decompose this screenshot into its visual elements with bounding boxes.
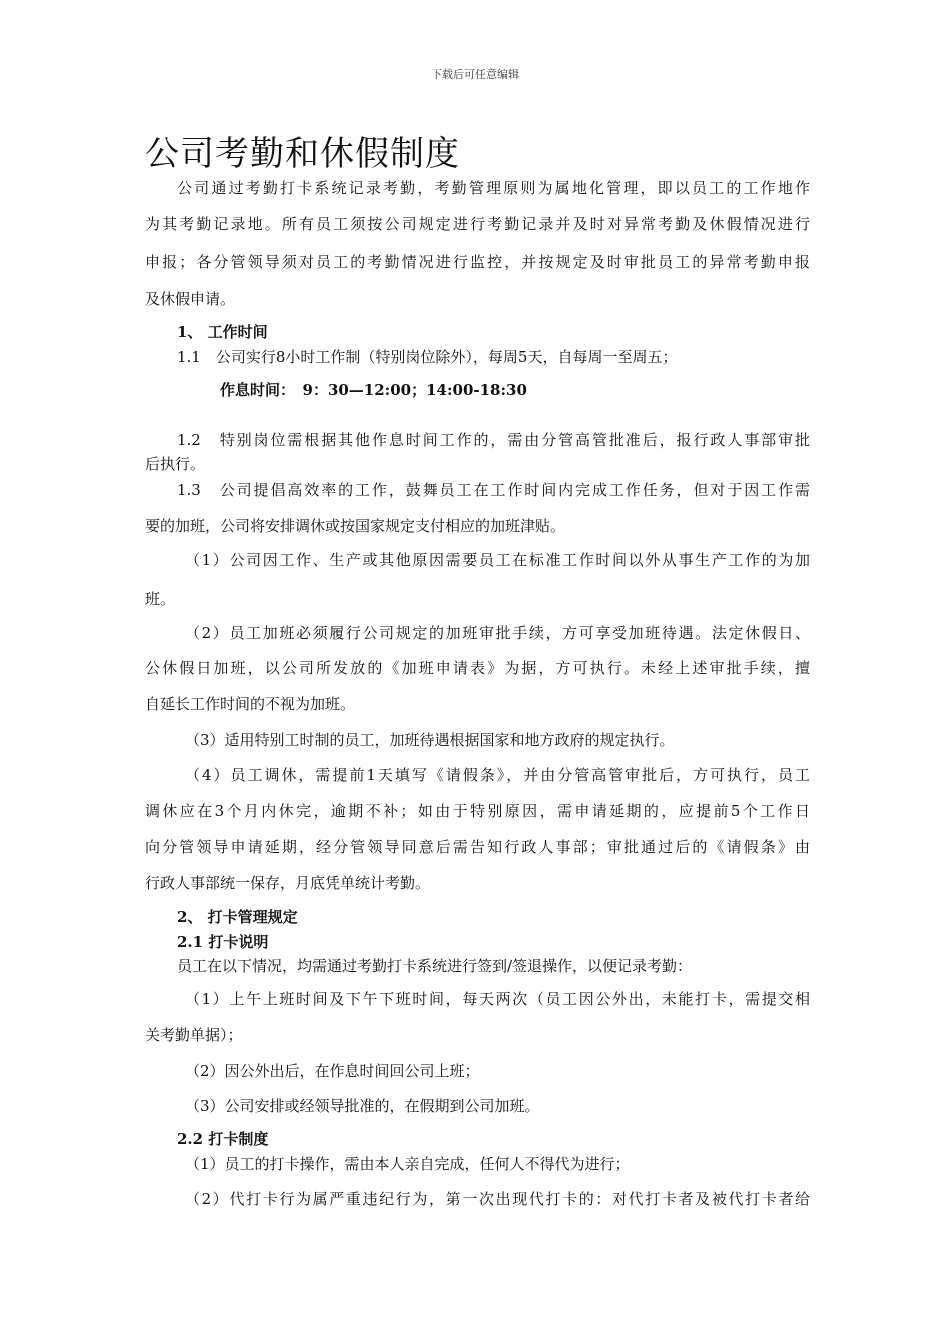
subsection-2-1-heading: 2.1 打卡说明 bbox=[177, 933, 269, 951]
page-title: 公司考勤和休假制度 bbox=[145, 134, 460, 174]
clock-rule-1: （1）员工的打卡操作，需由本人亲自完成，任何人不得代为进行； bbox=[185, 1155, 630, 1173]
subsection-2-1-intro: 员工在以下情况，均需通过考勤打卡系统进行签到/签退操作，以便记录考勤： bbox=[177, 957, 693, 975]
header-note: 下载后可任意编辑 bbox=[431, 68, 519, 81]
clock-rule-2: （2）代打卡行为属严重违纪行为，第一次出现代打卡的：对代打卡者及被代打卡者给 bbox=[185, 1190, 810, 1208]
intro-line-3: 申报；各分管领导须对员工的考勤情况进行监控，并按规定及时审批员工的异常考勤申报 bbox=[145, 253, 810, 271]
section-2-heading: 2、 打卡管理规定 bbox=[177, 908, 298, 926]
intro-line-2: 为其考勤记录地。所有员工须按公司规定进行考勤记录并及时对异常考勤及休假情况进行 bbox=[145, 215, 810, 233]
overtime-4-line-1: （4）员工调休，需提前1天填写《请假条》，并由分管高管审批后，方可执行，员工 bbox=[185, 766, 810, 784]
clock-case-1-line-1: （1）上午上班时间及下午下班时间，每天两次（员工因公外出，未能打卡，需提交相 bbox=[185, 990, 810, 1008]
clock-case-3: （3）公司安排或经领导批准的，在假期到公司加班。 bbox=[185, 1097, 540, 1115]
intro-line-1: 公司通过考勤打卡系统记录考勤，考勤管理原则为属地化管理，即以员工的工作地作 bbox=[177, 179, 810, 197]
clock-case-2: （2）因公外出后，在作息时间回公司上班； bbox=[185, 1062, 480, 1080]
item-1-2-line-2: 后执行。 bbox=[145, 455, 206, 473]
item-1-2-line-1: 1.2 特别岗位需根据其他作息时间工作的，需由分管高管批准后，报行政人事部审批 bbox=[177, 431, 810, 449]
overtime-4-line-2: 调休应在3个月内休完，逾期不补；如由于特别原因，需申请延期的，应提前5个工作日 bbox=[145, 802, 810, 820]
overtime-3: （3）适用特别工时制的员工，加班待遇根据国家和地方政府的规定执行。 bbox=[185, 731, 675, 749]
subsection-2-2-heading: 2.2 打卡制度 bbox=[177, 1130, 269, 1148]
overtime-2-line-2: 公休假日加班，以公司所发放的《加班申请表》为据，方可执行。未经上述审批手续，擅 bbox=[145, 659, 810, 677]
clock-case-1-line-2: 关考勤单据）； bbox=[145, 1026, 243, 1044]
overtime-1-line-1: （1）公司因工作、生产或其他原因需要员工在标准工作时间以外从事生产工作的为加 bbox=[185, 551, 810, 569]
item-1-3-line-2: 要的加班，公司将安排调休或按国家规定支付相应的加班津贴。 bbox=[145, 517, 566, 535]
overtime-2-line-3: 自延长工作时间的不视为加班。 bbox=[145, 695, 356, 713]
overtime-1-line-2: 班。 bbox=[145, 590, 176, 608]
work-hours: 作息时间： 9：30—12:00；14:00-18:30 bbox=[220, 381, 527, 399]
item-1-1: 1.1 公司实行8小时工作制（特别岗位除外），每周5天，自每周一至周五； bbox=[177, 348, 678, 366]
overtime-4-line-4: 行政人事部统一保存，月底凭单统计考勤。 bbox=[145, 874, 431, 892]
overtime-4-line-3: 向分管领导申请延期，经分管领导同意后需告知行政人事部；审批通过后的《请假条》由 bbox=[145, 838, 810, 856]
section-1-heading: 1、 工作时间 bbox=[177, 323, 268, 341]
intro-line-4: 及休假申请。 bbox=[145, 290, 236, 308]
overtime-2-line-1: （2）员工加班必须履行公司规定的加班审批手续，方可享受加班待遇。法定休假日、 bbox=[185, 624, 810, 642]
item-1-3-line-1: 1.3 公司提倡高效率的工作，鼓舞员工在工作时间内完成工作任务，但对于因工作需 bbox=[177, 481, 810, 499]
